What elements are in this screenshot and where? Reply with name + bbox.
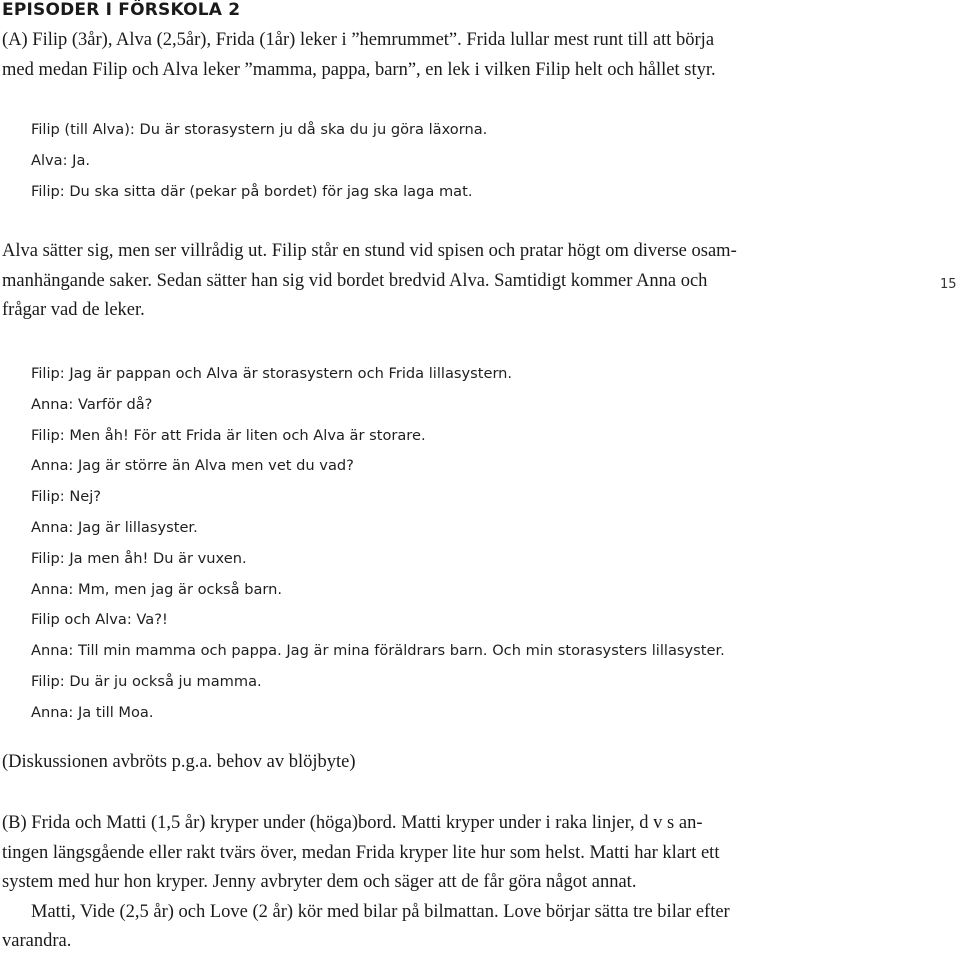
dialogue-line: Filip: Ja men åh! Du är vuxen.: [31, 549, 247, 567]
text-line: frågar vad de leker.: [2, 300, 145, 320]
dialogue-line: Filip: Nej?: [31, 488, 102, 506]
text-line: [2, 898, 730, 928]
text-line: (Diskussionen avbröts p.g.a. behov av blöjbyte): [2, 752, 356, 772]
text-line: (A) Filip (3år), Alva (2,5år), Frida (1år) leker i ”hemrummet”. Frida lullar mest runt till att börja: [2, 30, 715, 50]
dialogue-line: Filip: Du är ju också ju mamma.: [31, 672, 262, 690]
page-number: 15: [940, 277, 957, 292]
text-line: (B) Frida och Matti (1,5 år) kryper under (höga)bord. Matti kryper under i raka linjer, d v s an-: [2, 813, 703, 833]
discussion-note: [2, 748, 356, 778]
dialogue-line: Filip (till Alva): Du är storasystern ju då ska du ju göra läxorna.: [31, 121, 488, 138]
dialogue-line: Anna: Jag är större än Alva men vet du vad?: [31, 457, 354, 475]
text-line: Alva sätter sig, men ser villrådig ut. Filip står en stund vid spisen och pratar högt om diverse osam-: [2, 241, 737, 261]
text-line: system med hur hon kryper. Jenny avbryter dem och säger att de får göra något annat.: [2, 872, 637, 892]
text-line: manhängande saker. Sedan sätter han sig vid bordet bredvid Alva. Samtidigt kommer Anna och: [2, 270, 708, 291]
text-line: varandra.: [2, 931, 72, 951]
dialogue-block-1: [31, 115, 487, 207]
dialogue-line: Filip: Men åh! För att Frida är liten och Alva är storare.: [31, 426, 426, 444]
paragraph-narrative: [2, 237, 737, 326]
dialogue-line: Anna: Jag är lillasyster.: [31, 518, 198, 536]
paragraph-intro-a: [2, 26, 716, 85]
dialogue-line: Anna: Varför då?: [31, 395, 153, 413]
dialogue-line: Filip: Jag är pappan och Alva är storasystern och Frida lillasystern.: [31, 365, 513, 382]
dialogue-line: Filip och Alva: Va?!: [31, 611, 168, 629]
dialogue-block-2: [31, 359, 725, 729]
document-heading: EPISODER I FÖRSKOLA 2: [2, 0, 241, 20]
dialogue-line: Filip: Du ska sitta där (pekar på bordet) för jag ska laga mat.: [31, 182, 473, 200]
text-line: med medan Filip och Alva leker ”mamma, pappa, barn”, en lek i vilken Filip helt och hållet styr.: [2, 59, 716, 80]
paragraph-intro-b: [2, 809, 730, 957]
dialogue-line: Anna: Mm, men jag är också barn.: [31, 580, 283, 598]
dialogue-line: Anna: Ja till Moa.: [31, 703, 154, 721]
dialogue-line: Anna: Till min mamma och pappa. Jag är mina föräldrars barn. Och min storasysters lillasyster.: [31, 642, 725, 660]
text-line: tingen längsgående eller rakt tvärs över, medan Frida kryper lite hur som helst. Matti har klart ett: [2, 842, 720, 863]
dialogue-line: Alva: Ja.: [31, 151, 91, 169]
text-span: Matti, Vide (2,5 år) och Love (2 år) kör med bilar på bilmattan. Love börjar sätta tre bilar efter: [31, 901, 730, 922]
